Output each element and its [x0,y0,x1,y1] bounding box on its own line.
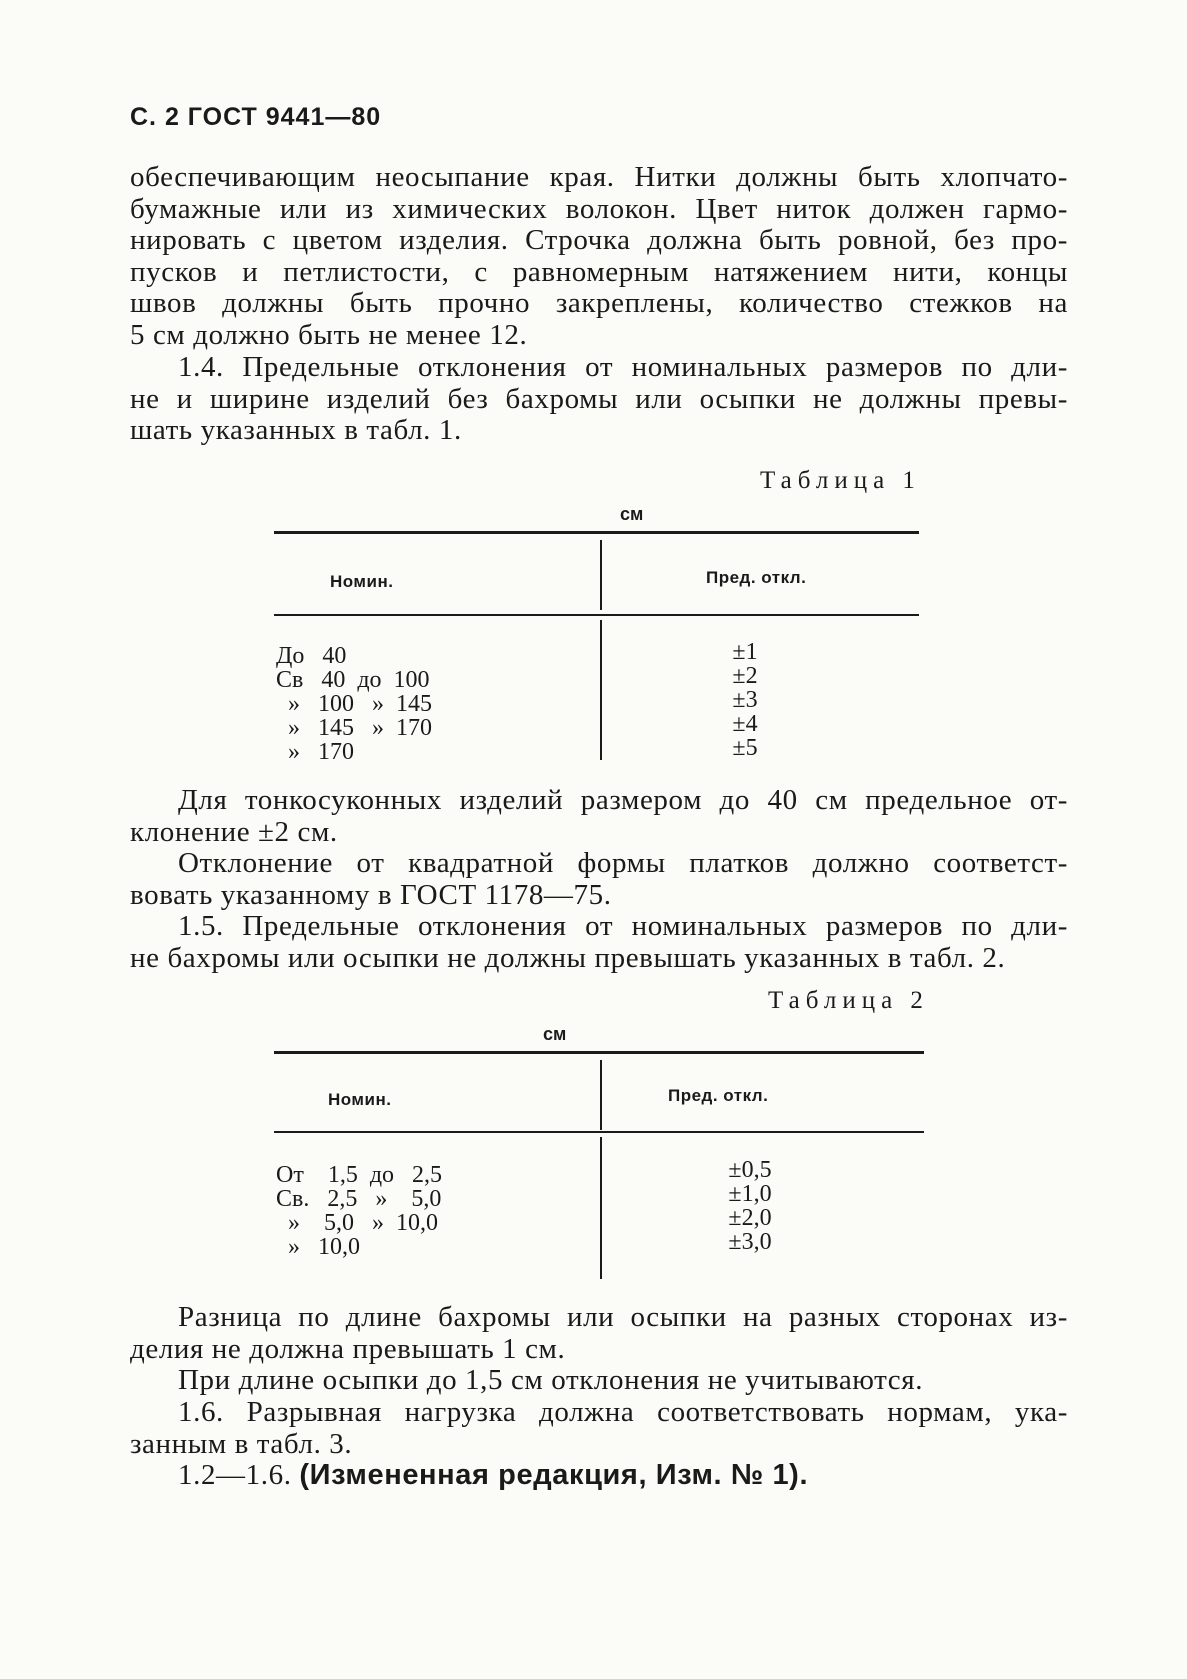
table1-nominal-cell: » 170 [276,739,354,765]
table1-caption: Таблица 1 [760,467,921,494]
table1-deviation-cell: ±5 [732,735,758,761]
amendment-note [130,1460,1068,1492]
text-line: При длине осыпки до 1,5 см отклонения не учитываются. [178,1364,924,1396]
text-line: обеспечивающим неосыпание края. Нитки должны быть хлопчато- [130,161,1068,193]
table1-header-divider [600,540,602,610]
paragraph-1-6 [130,1397,1068,1460]
table1-nominal-cell: » 145 » 170 [276,715,432,741]
table1-nominal-cell: » 100 » 145 [276,691,432,717]
text-line: клонение ±2 см. [130,815,338,848]
table1-header-rule [274,614,919,616]
text-line: нировать с цветом изделия. Строчка должна быть ровной, без про- [130,224,1068,256]
table1-nominal-cell: Св 40 до 100 [276,667,430,693]
paragraph-short-fringe [130,1365,1068,1397]
text-line: шать указанных в табл. 1. [130,414,462,446]
text-line: занным в табл. 3. [130,1427,353,1460]
paragraph-continuation [130,162,1068,351]
table1-top-rule [274,531,919,534]
text-line: вовать указанному в ГОСТ 1178—75. [130,878,612,911]
table2-deviation-cell: ±3,0 [728,1229,772,1255]
page-header: С. 2 ГОСТ 9441—80 [130,103,382,131]
table2-col2-header: Пред. откл. [668,1086,769,1105]
paragraph-1-4 [130,352,1068,447]
table2-col1-header: Номин. [328,1090,392,1109]
table1-body-divider [600,620,602,760]
table1-deviation-cell: ±4 [732,711,758,737]
table2-deviation-cell: ±1,0 [728,1181,772,1207]
table2-body-divider [600,1137,602,1279]
table2-nominal-cell: От 1,5 до 2,5 [276,1162,443,1188]
table2-top-rule [274,1051,924,1054]
paragraph-square-form [130,848,1068,911]
table1-nominal-cell: До 40 [276,643,347,669]
table1-deviation-cell: ±2 [732,663,758,689]
table2-nominal-column [276,1163,442,1259]
text-line: 1.5. Предельные отклонения от номинальных размеров по дли- [178,910,1068,942]
text-line: делия не должна превышать 1 см. [130,1332,566,1365]
table1-unit: см [620,504,644,524]
text-line: Отклонение от квадратной формы платков должно соответст- [178,847,1068,879]
text-line: 1.4. Предельные отклонения от номинальных размеров по дли- [178,351,1068,383]
text-line: не бахромы или осыпки не должны превышать указанных в табл. 2. [130,941,1006,974]
amendment-prefix: 1.2—1.6. [178,1459,292,1491]
table1-col2-header: Пред. откл. [706,568,807,587]
table2-deviation-column [700,1158,800,1254]
table1-col1-header: Номин. [330,572,394,591]
table1-deviation-cell: ±3 [732,687,758,713]
text-line: Разница по длине бахромы или осыпки на разных сторонах из- [178,1301,1068,1333]
text-line: 1.6. Разрывная нагрузка должна соответствовать нормам, ука- [178,1396,1068,1428]
table2-deviation-cell: ±2,0 [728,1205,772,1231]
text-line: бумажные или из химических волокон. Цвет ниток должен гармо- [130,192,1068,225]
amendment-bold-text: (Измененная редакция, Изм. № 1). [299,1459,809,1491]
table2-nominal-cell: » 10,0 [276,1234,360,1260]
text-line: 5 см должно быть не менее 12. [130,318,528,351]
table2-nominal-cell: Св. 2,5 » 5,0 [276,1186,442,1212]
paragraph-fringe-difference [130,1302,1068,1365]
paragraph-fine-cloth [130,785,1068,848]
table1-deviation-column [700,640,790,760]
paragraph-1-5 [130,911,1068,974]
text-line: не и ширине изделий без бахромы или осыпки не должны превы- [130,382,1068,415]
table2-header-rule [274,1131,924,1133]
table1-nominal-column [276,644,432,764]
text-line: швов должны быть прочно закреплены, количество стежков на [130,287,1068,319]
text-line: пусков и петлистости, с равномерным натяжением нити, концы [130,255,1068,288]
table2-deviation-cell: ±0,5 [728,1157,772,1183]
table2-header-divider [600,1060,602,1130]
text-line: Для тонкосуконных изделий размером до 40 см предельное от- [178,784,1068,816]
table2-nominal-cell: » 5,0 » 10,0 [276,1210,438,1236]
table2-caption: Таблица 2 [768,987,929,1014]
table2-unit: см [543,1024,567,1044]
table1-deviation-cell: ±1 [732,639,758,665]
